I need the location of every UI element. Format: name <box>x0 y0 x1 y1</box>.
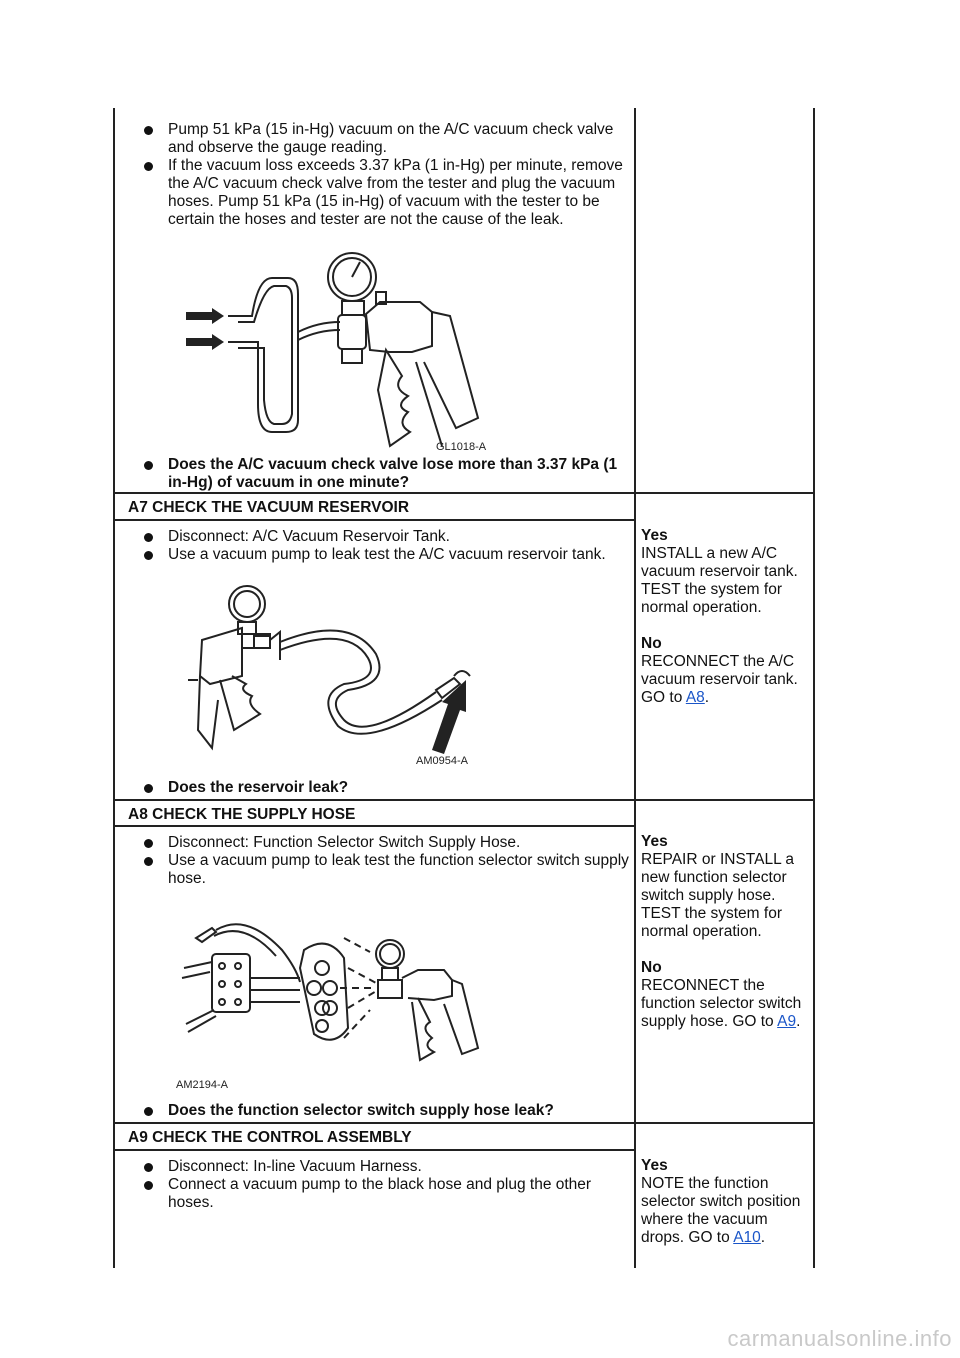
list-item: Does the reservoir leak? <box>116 779 631 797</box>
row-divider <box>113 799 815 801</box>
list-item: Does the function selector switch supply hose leak? <box>116 1102 631 1120</box>
figure-id-label: AM2194-A <box>176 1079 228 1091</box>
no-action-text: RECONNECT the function selector switch supply hose. GO to <box>641 977 802 1030</box>
a7-step-list <box>116 528 631 564</box>
a9-section-header: A9 CHECK THE CONTROL ASSEMBLY <box>128 1129 412 1146</box>
yes-label: Yes <box>641 527 668 544</box>
list-item: Disconnect: A/C Vacuum Reservoir Tank. <box>116 528 631 546</box>
table-border-right <box>813 108 815 1268</box>
a7-question <box>116 779 631 797</box>
list-item: Disconnect: Function Selector Switch Supply Hose. <box>116 834 631 852</box>
vacuum-reservoir-test-figure-am0954 <box>180 580 490 770</box>
a7-section-header: A7 CHECK THE VACUUM RESERVOIR <box>128 499 410 516</box>
list-item: Use a vacuum pump to leak test the A/C vacuum reservoir tank. <box>116 546 631 564</box>
goto-a8-link[interactable]: A8 <box>685 689 705 706</box>
goto-a10-link[interactable]: A10 <box>733 1229 761 1246</box>
figure-id-label: GL1018-A <box>436 441 487 453</box>
site-watermark: carmanualsonline.info <box>727 1326 952 1351</box>
table-border-left <box>113 108 115 1268</box>
a9-step-list <box>116 1158 631 1212</box>
no-action-end: . <box>796 1013 801 1030</box>
no-action-end: . <box>704 689 710 706</box>
a6-step-list <box>116 121 631 229</box>
list-item: Disconnect: In-line Vacuum Harness. <box>116 1158 631 1176</box>
row-divider <box>113 492 815 494</box>
a8-question <box>116 1102 631 1120</box>
a6-question <box>116 456 631 492</box>
header-divider <box>113 1149 636 1151</box>
figure-id-label: AM0954-A <box>416 755 468 767</box>
row-divider <box>113 1122 815 1124</box>
yes-label: Yes <box>641 1157 668 1174</box>
vacuum-tester-figure-gl1018 <box>180 250 510 455</box>
no-action-text: RECONNECT the A/C vacuum reservoir tank. GO to <box>641 653 798 706</box>
list-item: Connect a vacuum pump to the black hose and plug the other hoses. <box>116 1176 631 1212</box>
supply-hose-test-figure-am2194 <box>172 898 492 1093</box>
list-item: Use a vacuum pump to leak test the function selector switch supply hose. <box>116 852 631 888</box>
list-item: If the vacuum loss exceeds 3.37 kPa (1 in-Hg) per minute, remove the A/C vacuum check valve from the tester and plug the vacuum hoses. Pump 51 kPa (15 in-Hg) of vacuum with the tester to be certain the hoses and tester are not the cause of the leak. <box>116 157 631 229</box>
list-item: Does the A/C vacuum check valve lose more than 3.37 kPa (1 in-Hg) of vacuum in one minute? <box>116 456 631 492</box>
header-divider <box>113 825 636 827</box>
no-label: No <box>641 959 662 976</box>
a8-step-list <box>116 834 631 888</box>
table-divider-column <box>634 108 636 1268</box>
yes-action-end: . <box>760 1229 766 1246</box>
a9-answer-cell <box>641 1157 811 1265</box>
header-divider <box>113 519 636 521</box>
list-item: Pump 51 kPa (15 in-Hg) vacuum on the A/C vacuum check valve and observe the gauge reading. <box>116 121 631 157</box>
yes-label: Yes <box>641 833 668 850</box>
yes-action-text: NOTE the function selector switch position where the vacuum drops. GO to <box>641 1175 801 1246</box>
no-label: No <box>641 635 662 652</box>
yes-action-text: REPAIR or INSTALL a new function selector switch supply hose. TEST the system for normal operation. <box>641 851 795 940</box>
a8-answer-cell <box>641 833 811 1049</box>
goto-a9-link[interactable]: A9 <box>777 1013 797 1030</box>
a8-section-header: A8 CHECK THE SUPPLY HOSE <box>128 806 356 823</box>
yes-action-text: INSTALL a new A/C vacuum reservoir tank. TEST the system for normal operation. <box>641 545 798 616</box>
a7-answer-cell <box>641 527 811 725</box>
